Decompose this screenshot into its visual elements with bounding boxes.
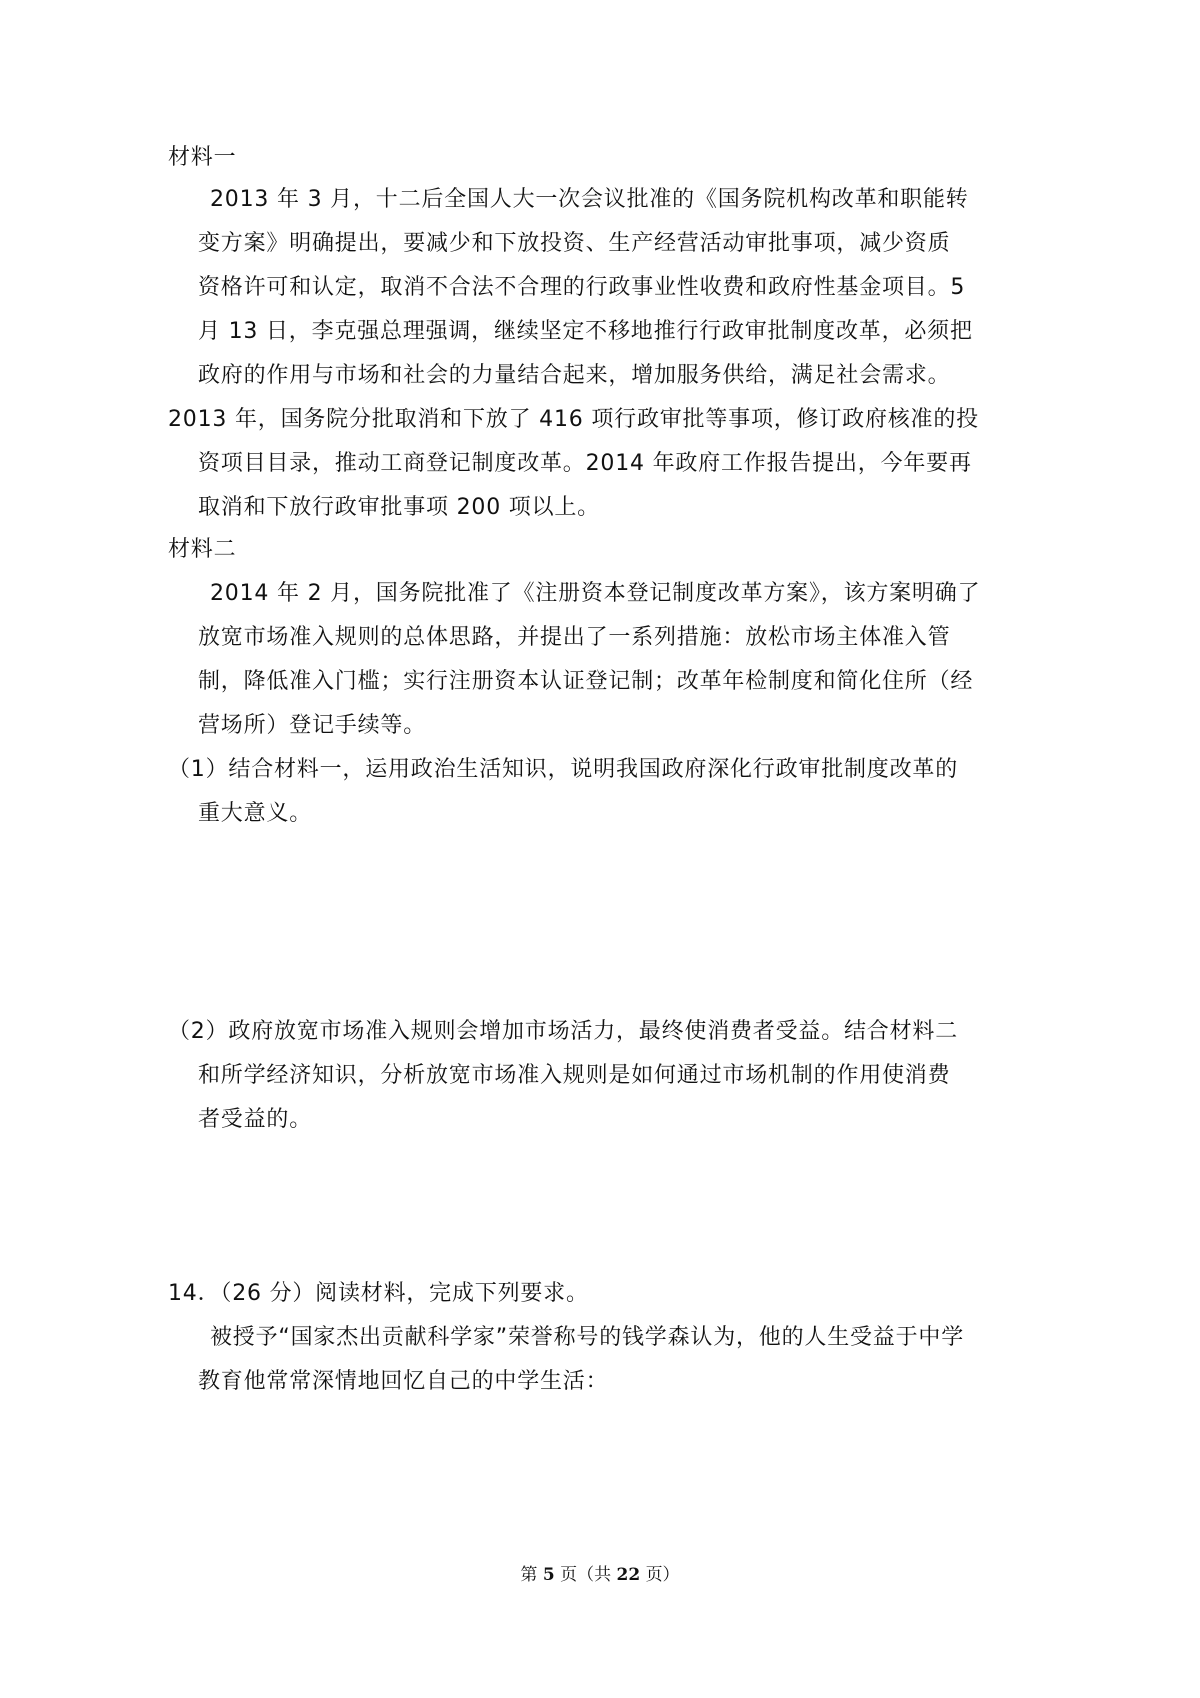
- question2-line: 和所学经济知识，分析放宽市场准入规则是如何通过市场机制的作用使消费: [198, 1063, 951, 1088]
- material2-line: 放宽市场准入规则的总体思路，并提出了一系列措施：放松市场主体准入管: [198, 625, 951, 650]
- footer-page-number: 5: [542, 1565, 555, 1585]
- material1-line: 资项目目录，推动工商登记制度改革。2014 年政府工作报告提出，今年要再: [198, 451, 972, 476]
- material1-line: 月 13 日，李克强总理强调，继续坚定不移地推行行政审批制度改革，必须把: [198, 319, 973, 344]
- material1-line: 2013 年 3 月，十二后全国人大一次会议批准的《国务院机构改革和职能转: [210, 187, 969, 212]
- material2-line: 2014 年 2 月，国务院批准了《注册资本登记制度改革方案》，该方案明确了: [210, 581, 981, 606]
- question1-line: （1）结合材料一，运用政治生活知识，说明我国政府深化行政审批制度改革的: [168, 757, 958, 782]
- footer-middle: 页（共: [560, 1565, 612, 1585]
- material2-line: 营场所）登记手续等。: [198, 713, 427, 738]
- question14-line: 被授予“国家杰出贡献科学家”荣誉称号的钱学森认为，他的人生受益于中学: [210, 1325, 964, 1350]
- question14-line: 教育他常常深情地回忆自己的中学生活：: [198, 1369, 609, 1394]
- material1-line: 2013 年，国务院分批取消和下放了 416 项行政审批等事项，修订政府核准的投: [168, 407, 979, 432]
- material2-heading: 材料二: [168, 537, 237, 562]
- footer-prefix: 第: [520, 1565, 538, 1585]
- question14-title: 14．（26 分）阅读材料，完成下列要求。: [168, 1281, 589, 1306]
- material1-line: 变方案》明确提出，要减少和下放投资、生产经营活动审批事项，减少资质: [198, 231, 951, 256]
- footer-total-pages: 22: [616, 1565, 641, 1585]
- footer-suffix: 页）: [645, 1565, 680, 1585]
- question2-line: 者受益的。: [198, 1107, 313, 1132]
- material1-line: 取消和下放行政审批事项 200 项以上。: [198, 495, 600, 520]
- page-footer: [0, 1560, 1200, 1585]
- question1-line: 重大意义。: [198, 801, 313, 826]
- material2-line: 制，降低准入门槛；实行注册资本认证登记制；改革年检制度和简化住所（经: [198, 669, 974, 694]
- question2-line: （2）政府放宽市场准入规则会增加市场活力，最终使消费者受益。结合材料二: [168, 1019, 958, 1044]
- material1-line: 资格许可和认定，取消不合法不合理的行政事业性收费和政府性基金项目。5: [198, 275, 966, 300]
- material1-line: 政府的作用与市场和社会的力量结合起来，增加服务供给，满足社会需求。: [198, 363, 951, 388]
- material1-heading: 材料一: [168, 145, 237, 170]
